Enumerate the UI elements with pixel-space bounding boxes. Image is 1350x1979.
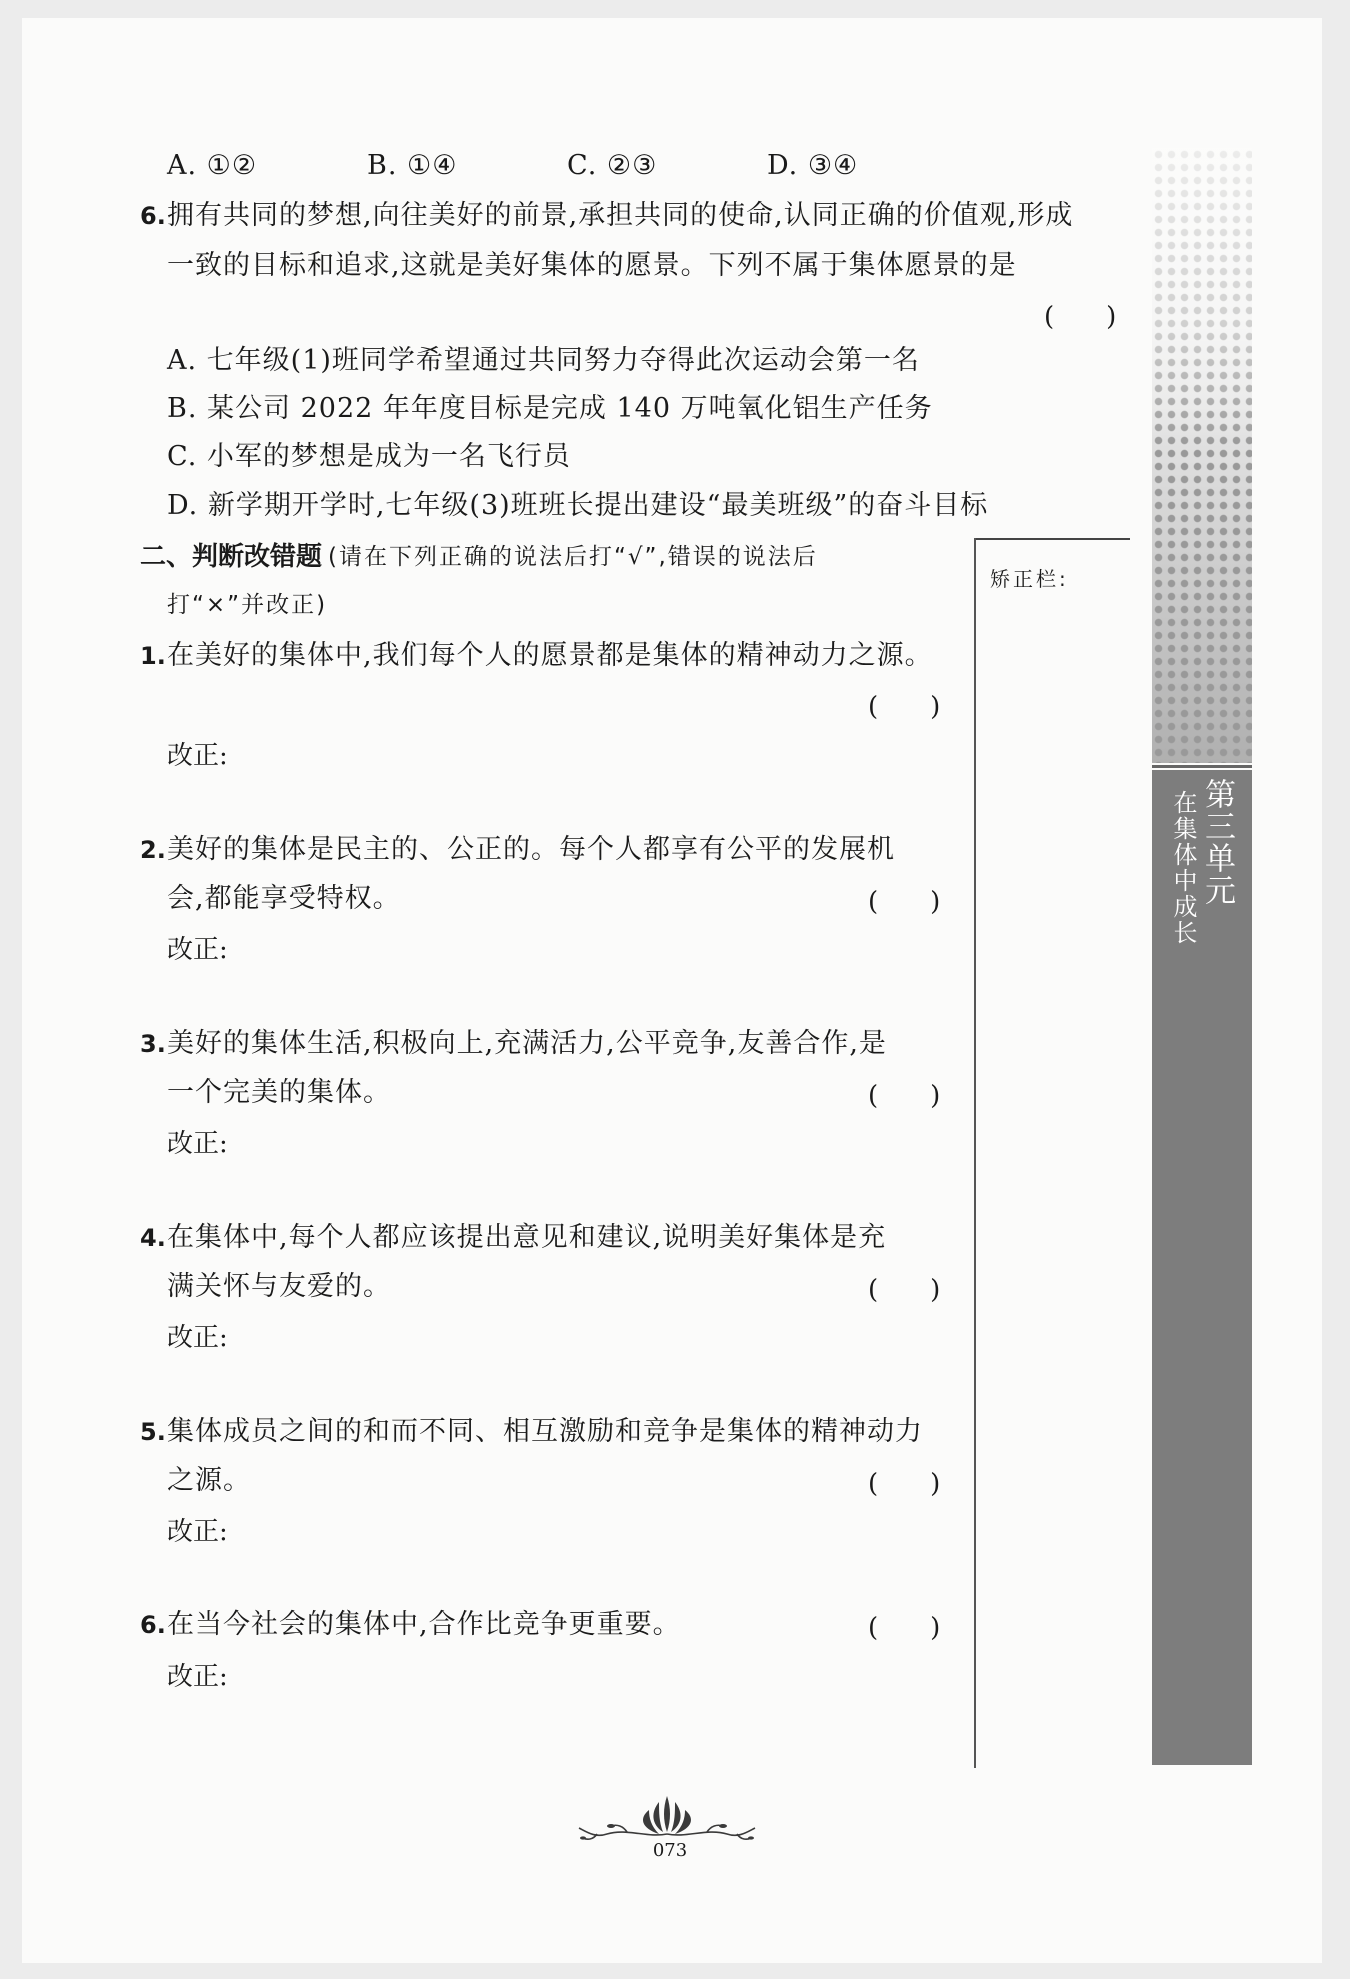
judge-item-3-line1: 美好的集体生活,积极向上,充满活力,公平竞争,友善合作,是 [167,1028,887,1059]
judge-item-6-number: 6. [140,1611,166,1639]
page-number: 073 [652,1840,688,1861]
judge-item-5-line1: 集体成员之间的和而不同、相互激励和竞争是集体的精神动力 [167,1416,923,1447]
judge-item-2-line1: 美好的集体是民主的、公正的。每个人都享有公平的发展机 [167,834,895,865]
unit-number-label: 第三单元 [1199,778,1235,906]
judge-item-4-fix-label: 改正: [167,1323,228,1353]
correction-column-divider [974,538,976,1768]
judge-item-2-paren[interactable]: ( ) [868,887,941,917]
q6-option-c: C. 小军的梦想是成为一名飞行员 [167,441,571,472]
judge-item-1-fix-label: 改正: [167,741,228,771]
q5-option-b: B. ①④ [367,150,458,181]
judge-item-6-paren[interactable]: ( ) [868,1613,941,1643]
side-divider [1152,765,1252,768]
judge-item-6-line1: 在当今社会的集体中,合作比竞争更重要。 [167,1609,681,1640]
unit-title-label: 在集体中成长 [1169,790,1197,946]
q5-option-a: A. ①② [167,150,258,181]
judge-item-2-number: 2. [140,836,166,864]
side-pattern-fade [1152,148,1252,448]
q6-option-d: D. 新学期开学时,七年级(3)班班长提出建设“最美班级”的奋斗目标 [167,490,989,521]
q6-option-a: A. 七年级(1)班同学希望通过共同努力夺得此次运动会第一名 [167,345,920,376]
correction-column-label: 矫正栏: [990,567,1069,591]
correction-column-top-rule [974,538,1130,540]
section-title: 二、判断改错题 [140,542,323,572]
judge-item-1-paren[interactable]: ( ) [868,692,941,722]
judge-item-3-number: 3. [140,1030,166,1058]
judge-item-3-fix-label: 改正: [167,1129,228,1159]
q6-answer-paren[interactable]: ( ) [1044,302,1117,332]
judge-item-3-line2: 一个完美的集体。 [167,1077,391,1108]
judge-item-5-fix-label: 改正: [167,1517,228,1547]
judge-item-6-fix-label: 改正: [167,1662,228,1692]
section-note-line2: 打“×”并改正) [167,592,328,618]
judge-item-2-fix-label: 改正: [167,935,228,965]
judge-item-5-line2: 之源。 [167,1465,251,1496]
q6-number: 6. [140,202,166,230]
q5-option-c: C. ②③ [567,150,658,181]
q6-option-b: B. 某公司 2022 年年度目标是完成 140 万吨氧化铝生产任务 [167,393,933,424]
section-note-line1: (请在下列正确的说法后打“√”,错误的说法后 [328,544,818,570]
judge-item-4-paren[interactable]: ( ) [868,1275,941,1305]
q6-stem-line1: 拥有共同的梦想,向往美好的前景,承担共同的使命,认同正确的价值观,形成 [167,200,1074,231]
judge-item-5-paren[interactable]: ( ) [868,1469,941,1499]
judge-item-4-line2: 满关怀与友爱的。 [167,1271,391,1302]
judge-item-1-line1: 在美好的集体中,我们每个人的愿景都是集体的精神动力之源。 [167,640,933,671]
judge-item-5-number: 5. [140,1418,166,1446]
judge-item-3-paren[interactable]: ( ) [868,1081,941,1111]
workbook-page [22,18,1322,1963]
judge-item-4-line1: 在集体中,每个人都应该提出意见和建议,说明美好集体是充 [167,1222,887,1253]
q6-stem-line2: 一致的目标和追求,这就是美好集体的愿景。下列不属于集体愿景的是 [167,250,1017,281]
judge-item-4-number: 4. [140,1224,166,1252]
q5-option-d: D. ③④ [767,150,859,181]
judge-item-2-line2: 会,都能享受特权。 [167,883,401,914]
judge-item-1-number: 1. [140,642,166,670]
